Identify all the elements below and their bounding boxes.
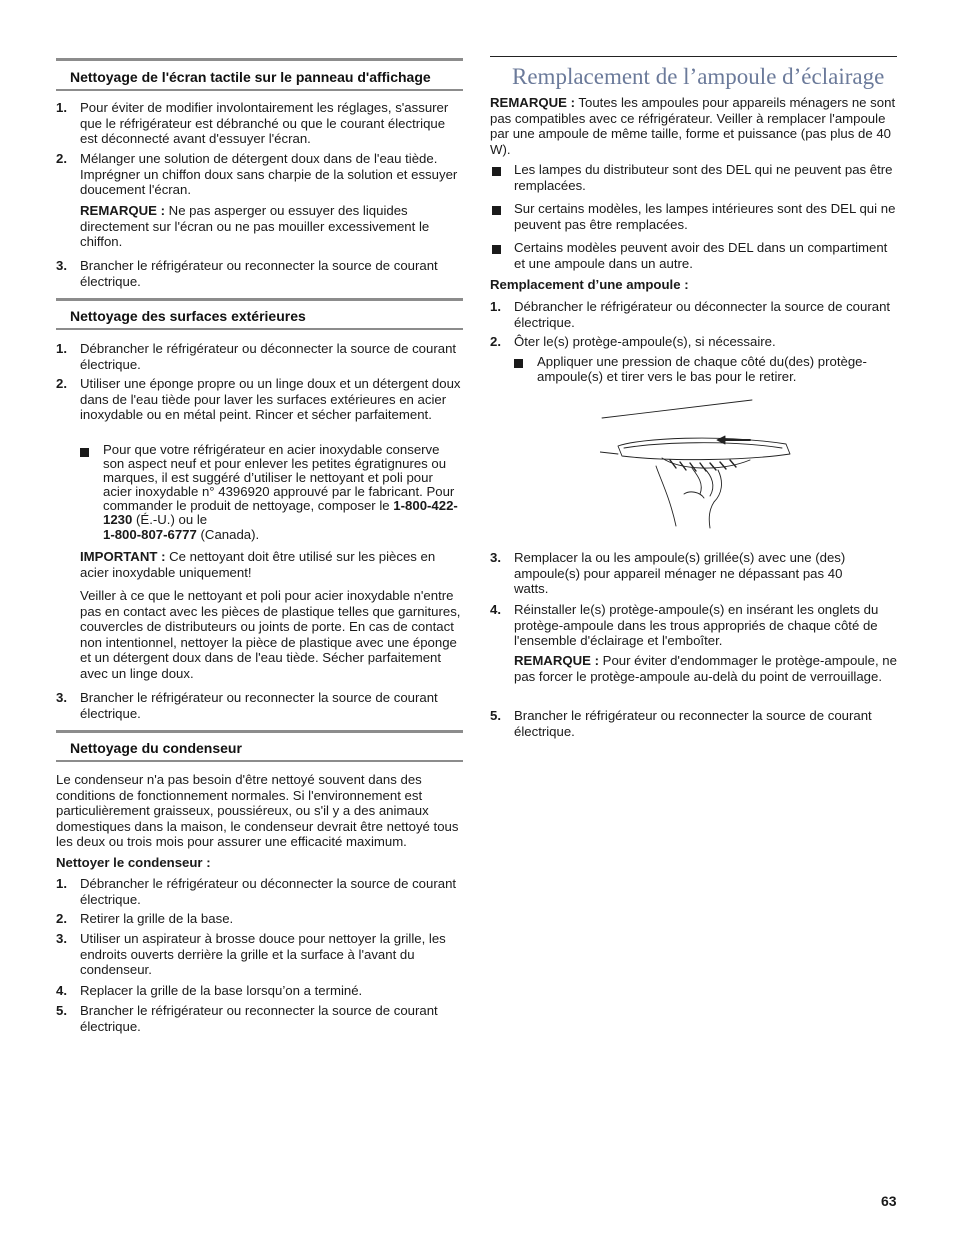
bullet-text: Les lampes du distributeur sont des DEL qui ne peuvent pas être remplacées.: [514, 162, 893, 193]
bullet-square-icon: [492, 245, 501, 254]
note-text: Ne pas asperger ou essuyer des liquides directement sur l'écran ou ne pas mouiller excessivement le chiffon.: [80, 203, 430, 250]
replace-subhead: Remplacement d’une ampoule :: [490, 277, 689, 292]
page-title: Remplacement de l’ampoule d’éclairage: [512, 64, 885, 89]
sub-bullet-text: Appliquer une pression de chaque côté du(des) protège-ampoule(s) et tirer vers le bas pour le retirer.: [537, 354, 867, 384]
condenser-intro: Le condenseur n'a pas besoin d'être nettoyé souvent dans des conditions de fonctionnement normales. Si l'environnement est particulièrement graisseux, poussiéreux, ou s'il y a des animaux domestiques dans la maison, le condenseur devrait être nettoyé tous les deux ou trois mois pour assurer une efficacité maximum.: [56, 772, 459, 850]
step-text: Brancher le réfrigérateur ou reconnecter la source de courant électrique.: [514, 708, 872, 739]
step-text: Retirer la grille de la base.: [80, 911, 234, 926]
step-text: Brancher le réfrigérateur ou reconnecter la source de courant électrique.: [80, 690, 438, 721]
bullet-text-part: (Canada).: [196, 526, 260, 542]
finger-line: [704, 468, 713, 496]
step-number: 2.: [56, 911, 67, 926]
hand-outline-left: [656, 466, 676, 526]
bullet-square-icon: [492, 167, 501, 176]
note-text: Pour éviter d'endommager le protège-ampoule, ne pas forcer le protège-ampoule au-delà du point de verrouillage.: [514, 653, 897, 684]
housing-edge: [624, 443, 782, 448]
step-number: 1.: [490, 299, 501, 314]
note-paragraph: [490, 95, 897, 157]
bullet-square-icon: [80, 448, 89, 457]
hand-outline-right: [709, 470, 721, 528]
condenser-subhead: Nettoyer le condenseur :: [56, 855, 211, 870]
step-number: 2.: [56, 151, 67, 166]
step-text: Utiliser une éponge propre ou un linge doux et un détergent doux dans de l'eau tiède pour laver les surfaces extérieures en acier inoxydable ou en métal peint. Rincer et sécher parfaitement.: [80, 376, 461, 423]
important-text: Ce nettoyant doit être utilisé sur les pièces en acier inoxydable uniquement!: [80, 549, 436, 580]
page-number: 63: [881, 1193, 897, 1209]
step-text: Brancher le réfrigérateur ou reconnecter la source de courant électrique.: [80, 258, 438, 289]
bulb-cover-removal-illustration: [600, 398, 800, 538]
step-text: Débrancher le réfrigérateur ou déconnecter la source de courant électrique.: [514, 299, 891, 330]
step-number: 5.: [56, 1003, 67, 1018]
section-header-exterior: [56, 298, 463, 330]
step-number: 1.: [56, 341, 67, 356]
step-text: Réinstaller le(s) protège-ampoule(s) en insérant les onglets du protège-ampoule dans les trous appropriés de chaque côté de l'ensemble d'éclairage et l'emboîter.: [514, 602, 879, 649]
bullet-square-icon: [492, 206, 501, 215]
step-text: Pour éviter de modifier involontairement les réglages, s'assurer que le réfrigérateur est débranché ou que le courant électrique est déconnecté avant d'essuyer l'écran.: [80, 100, 449, 147]
note-paragraph: [514, 653, 897, 684]
bullet-text: Sur certains modèles, les lampes intérieures sont des DEL qui ne peuvent pas être remplacées.: [514, 201, 896, 232]
section-header-condenser: [56, 730, 463, 762]
section-header-touch-screen: [56, 58, 463, 91]
section-rule: [490, 56, 897, 57]
thumb-line: [684, 492, 704, 498]
shelf-line: [600, 452, 618, 454]
bullet-text-part: Pour que votre réfrigérateur en acier inoxydable conserve son aspect neuf et pour enlever les petites égratignures ou marques, il est suggéré d’utiliser le nettoyant et poli pour acier inoxydable n° 4396920 approuvé par le fabricant. Pour commander le produit de nettoyage, composer le: [103, 442, 455, 514]
note-paragraph: [80, 203, 463, 250]
step-number: 5.: [490, 708, 501, 723]
step-number: 2.: [490, 334, 501, 349]
caution-paragraph: Veiller à ce que le nettoyant et poli pour acier inoxydable n'entre pas en contact avec les pièces de plastique telles que garnitures, couvercles de distributeurs ou joints de porte. En cas de contact non intentionnel, nettoyer la pièce de plastique avec une éponge et un détergent doux dans de l'eau tiède. Sécher parfaitement avec un linge doux.: [80, 588, 461, 681]
note-text: Toutes les ampoules pour appareils ménagers ne sont pas compatibles avec ce réfrigérateur. Veiller à remplacer l'ampoule par une ampoule de même taille, forme et puissance (pas plus de 40 W).: [490, 95, 896, 157]
finger-line: [692, 468, 701, 494]
step-number: 3.: [56, 931, 67, 946]
section-title: Nettoyage du condenseur: [70, 740, 242, 756]
step-number: 2.: [56, 376, 67, 391]
section-title: Nettoyage des surfaces extérieures: [70, 308, 306, 324]
step-text: Remplacer la ou les ampoule(s) grillée(s) avec une (des) ampoule(s) pour appareil ménager ne dépassant pas 40 watts.: [514, 550, 846, 597]
section-title: Nettoyage de l'écran tactile sur le panneau d'affichage: [70, 69, 431, 85]
step-text: Replacer la grille de la base lorsqu’on a terminé.: [80, 983, 363, 998]
note-label: REMARQUE :: [80, 203, 165, 218]
step-text: Débrancher le réfrigérateur ou déconnecter la source de courant électrique.: [80, 876, 457, 907]
bullet-square-icon: [514, 359, 523, 368]
bullet-text: [103, 443, 463, 542]
bullet-text: Certains modèles peuvent avoir des DEL dans un compartiment et une ampoule dans un autre.: [514, 240, 888, 271]
step-number: 3.: [56, 690, 67, 705]
light-housing: [618, 438, 790, 460]
phone-number-canada: 1-800-807-6777: [103, 526, 197, 542]
step-number: 3.: [490, 550, 501, 565]
step-text: Ôter le(s) protège-ampoule(s), si nécessaire.: [514, 334, 776, 349]
important-paragraph: [80, 549, 463, 580]
step-number: 1.: [56, 100, 67, 115]
important-label: IMPORTANT :: [80, 549, 166, 564]
step-text: Utiliser un aspirateur à brosse douce pour nettoyer la grille, les endroits ouverts derrière la grille et la surface à l'avant du condenseur.: [80, 931, 446, 978]
note-label: REMARQUE :: [514, 653, 599, 668]
ceiling-edge-line: [602, 400, 752, 418]
bullet-text-part: (É.-U.) ou le: [132, 512, 208, 528]
step-number: 4.: [56, 983, 67, 998]
step-text: Débrancher le réfrigérateur ou déconnecter la source de courant électrique.: [80, 341, 457, 372]
step-number: 1.: [56, 876, 67, 891]
note-label: REMARQUE :: [490, 95, 575, 110]
step-text: Mélanger une solution de détergent doux dans de l'eau tiède. Imprégner un chiffon doux sans charpie de la solution et essuyer doucement l'écran.: [80, 151, 458, 198]
phone-number-us: 1-800-422-1230: [103, 498, 458, 528]
step-text: Brancher le réfrigérateur ou reconnecter la source de courant électrique.: [80, 1003, 438, 1034]
step-number: 4.: [490, 602, 501, 617]
step-number: 3.: [56, 258, 67, 273]
